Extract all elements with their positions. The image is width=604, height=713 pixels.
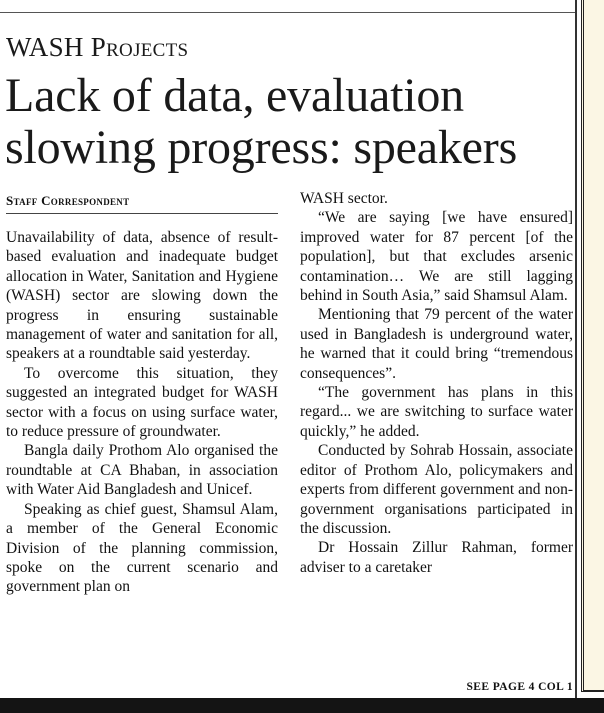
paragraph: “We are saying [we have ensured] improved water for 87 percent [of the population], but that excludes arsenic contamination… We are still lagging behind in South Asia,” said Shamsul Alam. [300, 209, 573, 305]
jump-line: SEE PAGE 4 COL 1 [466, 681, 573, 693]
paragraph: Conducted by Sohrab Hossain, associate editor of Prothom Alo, policymakers and experts from different government and non-government organisations participated in the discussion. [300, 442, 573, 537]
paragraph: Bangla daily Prothom Alo organised the roundtable at CA Bhaban, in association with Water Aid Bangladesh and Unicef. [6, 442, 278, 499]
adjacent-article-panel [581, 0, 604, 692]
paragraph-continuation: WASH sector. [300, 190, 388, 207]
byline: Staff Correspondent [6, 193, 130, 208]
byline-rule [6, 213, 278, 214]
paragraph: Unavailability of data, absence of result-based evaluation and inadequate budget allocation in Water, Sanitation and Hygiene (WASH) sector are slowing down the progress in ensuring sustainable management of water and sanitation for all, speakers at a roundtable said yesterday. [6, 229, 278, 363]
section-kicker: WASH Projects [6, 32, 189, 62]
bottom-border [0, 698, 604, 713]
body-column-1 [6, 228, 278, 597]
paragraph: “The government has plans in this regard... we are switching to surface water quickly,” he added. [300, 384, 573, 440]
headline: Lack of data, evaluation slowing progress: speakers [5, 69, 518, 174]
body-column-2 [300, 189, 573, 577]
paragraph: To overcome this situation, they suggested an integrated budget for WASH sector with a focus on using surface water, to reduce pressure of groundwater. [6, 364, 278, 441]
paragraph: Speaking as chief guest, Shamsul Alam, a member of the General Economic Division of the planning commission, spoke on the current scenario and government plan on [6, 500, 278, 596]
paragraph: Mentioning that 79 percent of the water used in Bangladesh is underground water, he warned that it could bring “tremendous consequences”. [300, 306, 573, 382]
paragraph: Dr Hossain Zillur Rahman, former adviser to a caretaker [300, 539, 573, 576]
top-rule [0, 12, 575, 13]
